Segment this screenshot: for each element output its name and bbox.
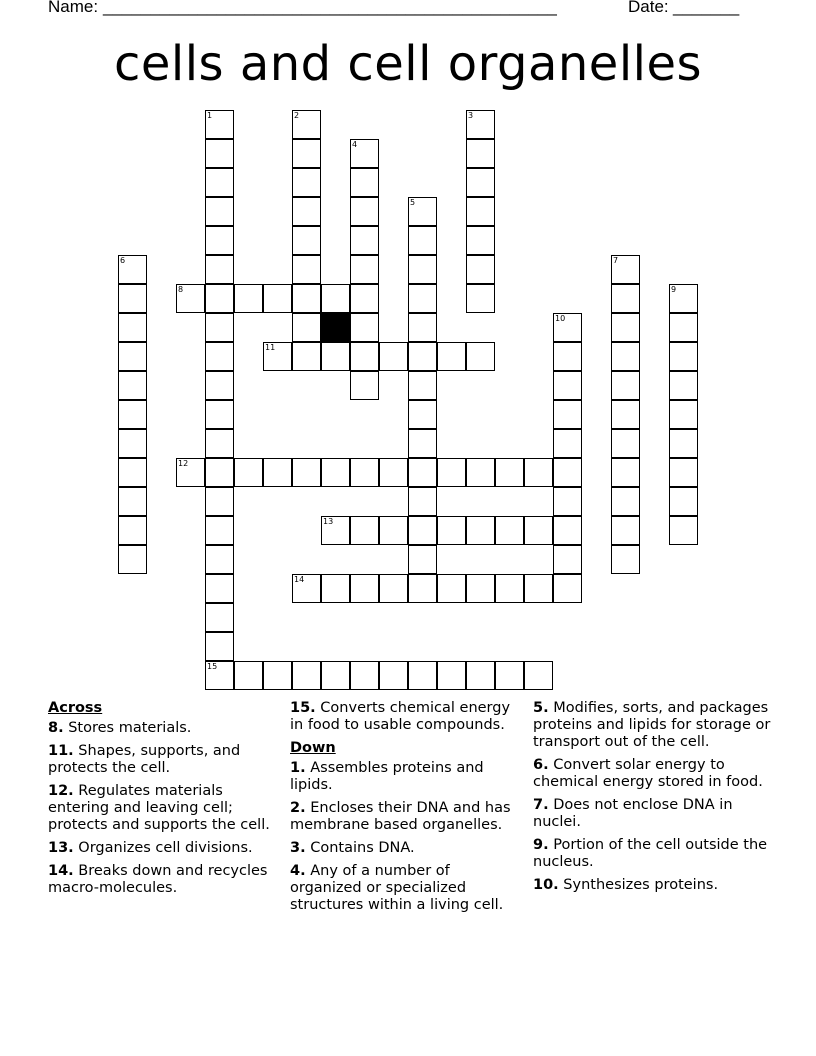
grid-cell[interactable] bbox=[669, 313, 698, 342]
grid-cell[interactable] bbox=[437, 661, 466, 690]
clue-text: Assembles proteins and lipids. bbox=[290, 760, 484, 793]
clue-text: Modifies, sorts, and packages proteins and lipids for storage or transport out of the cell. bbox=[533, 700, 771, 750]
grid-cell[interactable] bbox=[292, 661, 321, 690]
grid-cell[interactable] bbox=[495, 574, 524, 603]
grid-cell[interactable] bbox=[611, 371, 640, 400]
clue-number: 11. bbox=[48, 743, 74, 759]
grid-cell[interactable] bbox=[350, 313, 379, 342]
grid-cell[interactable] bbox=[379, 661, 408, 690]
grid-cell[interactable] bbox=[669, 400, 698, 429]
clue-start-number: 13 bbox=[323, 517, 334, 526]
grid-cell[interactable] bbox=[205, 487, 234, 516]
grid-cell[interactable] bbox=[466, 226, 495, 255]
grid-cell[interactable] bbox=[205, 168, 234, 197]
grid-cell[interactable] bbox=[553, 371, 582, 400]
clue-number: 1. bbox=[290, 760, 306, 776]
clue-number: 3. bbox=[290, 840, 306, 856]
grid-cell[interactable] bbox=[553, 487, 582, 516]
grid-cell[interactable] bbox=[118, 487, 147, 516]
grid-cell[interactable] bbox=[292, 284, 321, 313]
grid-cell[interactable] bbox=[205, 632, 234, 661]
grid-cell[interactable] bbox=[205, 226, 234, 255]
grid-cell[interactable] bbox=[350, 574, 379, 603]
clue-number: 13. bbox=[48, 840, 74, 856]
across-heading: Across bbox=[48, 700, 103, 716]
grid-cell[interactable] bbox=[495, 516, 524, 545]
down-clue-7 bbox=[533, 797, 773, 831]
down-heading: Down bbox=[290, 740, 336, 756]
clue-text: Breaks down and recycles macro-molecules. bbox=[48, 863, 268, 896]
clue-start-number: 3 bbox=[468, 111, 474, 120]
clue-text: Converts chemical energy in food to usable compounds. bbox=[290, 700, 511, 733]
clue-start-number: 5 bbox=[410, 198, 416, 207]
grid-cell[interactable] bbox=[205, 197, 234, 226]
grid-cell[interactable] bbox=[408, 371, 437, 400]
clue-start-number: 6 bbox=[120, 256, 126, 265]
grid-cell[interactable] bbox=[118, 284, 147, 313]
grid-cell[interactable] bbox=[669, 458, 698, 487]
grid-cell[interactable] bbox=[524, 516, 553, 545]
grid-cell[interactable] bbox=[408, 487, 437, 516]
grid-cell[interactable] bbox=[408, 516, 437, 545]
across-clue-8 bbox=[48, 720, 278, 737]
grid-cell[interactable] bbox=[437, 574, 466, 603]
grid-cell[interactable] bbox=[205, 255, 234, 284]
clues-column-3 bbox=[533, 700, 773, 900]
grid-cell[interactable] bbox=[611, 429, 640, 458]
grid-cell[interactable] bbox=[466, 284, 495, 313]
clue-text: Stores materials. bbox=[68, 720, 192, 736]
clue-number: 14. bbox=[48, 863, 74, 879]
grid-cell[interactable] bbox=[321, 458, 350, 487]
down-clue-6 bbox=[533, 757, 773, 791]
clue-number: 10. bbox=[533, 877, 559, 893]
clue-start-number: 4 bbox=[352, 140, 358, 149]
grid-cell[interactable] bbox=[118, 516, 147, 545]
grid-cell[interactable] bbox=[321, 284, 350, 313]
down-clue-10 bbox=[533, 877, 773, 894]
grid-cell[interactable] bbox=[292, 255, 321, 284]
grid-cell[interactable] bbox=[205, 603, 234, 632]
grid-cell[interactable] bbox=[466, 197, 495, 226]
grid-cell[interactable] bbox=[292, 139, 321, 168]
grid-cell[interactable] bbox=[466, 458, 495, 487]
clue-number: 4. bbox=[290, 863, 306, 879]
clue-text: Any of a number of organized or specialized structures within a living cell. bbox=[290, 863, 504, 913]
grid-cell[interactable] bbox=[466, 342, 495, 371]
grid-cell[interactable] bbox=[524, 574, 553, 603]
grid-cell[interactable] bbox=[118, 429, 147, 458]
grid-cell[interactable] bbox=[408, 574, 437, 603]
grid-cell[interactable] bbox=[292, 458, 321, 487]
clue-text: Synthesizes proteins. bbox=[563, 877, 719, 893]
grid-cell[interactable] bbox=[379, 342, 408, 371]
grid-cell[interactable] bbox=[437, 458, 466, 487]
grid-cell[interactable] bbox=[292, 342, 321, 371]
clue-number: 8. bbox=[48, 720, 64, 736]
grid-cell[interactable] bbox=[205, 545, 234, 574]
grid-cell[interactable] bbox=[350, 458, 379, 487]
grid-cell[interactable] bbox=[553, 574, 582, 603]
grid-cell[interactable] bbox=[263, 458, 292, 487]
clue-start-number: 12 bbox=[178, 459, 189, 468]
grid-cell[interactable] bbox=[350, 226, 379, 255]
grid-cell[interactable] bbox=[350, 255, 379, 284]
grid-cell[interactable] bbox=[350, 342, 379, 371]
grid-cell[interactable] bbox=[350, 516, 379, 545]
grid-cell[interactable] bbox=[553, 429, 582, 458]
clue-text: Encloses their DNA and has membrane based organelles. bbox=[290, 800, 511, 833]
grid-cell[interactable] bbox=[205, 313, 234, 342]
grid-cell[interactable] bbox=[379, 574, 408, 603]
page-title: cells and cell organelles bbox=[113, 36, 703, 92]
grid-cell[interactable] bbox=[205, 400, 234, 429]
grid-cell[interactable] bbox=[118, 545, 147, 574]
grid-cell[interactable] bbox=[611, 545, 640, 574]
grid-cell[interactable] bbox=[292, 197, 321, 226]
down-clue-5 bbox=[533, 700, 773, 751]
grid-cell[interactable] bbox=[350, 661, 379, 690]
grid-cell[interactable] bbox=[205, 139, 234, 168]
across-clue-11 bbox=[48, 743, 278, 777]
grid-cell[interactable] bbox=[466, 255, 495, 284]
clue-text: Convert solar energy to chemical energy stored in food. bbox=[533, 757, 763, 790]
grid-cell[interactable] bbox=[524, 661, 553, 690]
grid-cell[interactable] bbox=[321, 342, 350, 371]
clue-start-number: 1 bbox=[207, 111, 213, 120]
across-clue-12 bbox=[48, 783, 278, 834]
grid-cell[interactable] bbox=[205, 574, 234, 603]
grid-cell[interactable] bbox=[118, 458, 147, 487]
grid-cell[interactable] bbox=[263, 284, 292, 313]
grid-cell[interactable] bbox=[408, 429, 437, 458]
grid-cell[interactable] bbox=[350, 197, 379, 226]
blocked-cell bbox=[321, 313, 350, 342]
grid-cell[interactable] bbox=[495, 661, 524, 690]
grid-cell[interactable] bbox=[611, 342, 640, 371]
clue-number: 2. bbox=[290, 800, 306, 816]
grid-cell[interactable] bbox=[669, 371, 698, 400]
grid-cell[interactable] bbox=[437, 342, 466, 371]
grid-cell[interactable] bbox=[495, 458, 524, 487]
grid-cell[interactable] bbox=[292, 168, 321, 197]
clue-number: 9. bbox=[533, 837, 549, 853]
date-field[interactable]: _______ bbox=[673, 0, 740, 16]
grid-cell[interactable] bbox=[263, 661, 292, 690]
grid-cell[interactable] bbox=[553, 516, 582, 545]
grid-cell[interactable] bbox=[379, 458, 408, 487]
clue-text: Contains DNA. bbox=[310, 840, 415, 856]
grid-cell[interactable] bbox=[466, 168, 495, 197]
down-clue-2 bbox=[290, 800, 525, 834]
grid-cell[interactable] bbox=[611, 313, 640, 342]
clue-text: Shapes, supports, and protects the cell. bbox=[48, 743, 241, 776]
date-label: Date: bbox=[628, 0, 669, 16]
grid-cell[interactable] bbox=[205, 342, 234, 371]
grid-cell[interactable] bbox=[553, 342, 582, 371]
clue-start-number: 10 bbox=[555, 314, 566, 323]
grid-cell[interactable] bbox=[205, 429, 234, 458]
clue-start-number: 9 bbox=[671, 285, 677, 294]
grid-cell[interactable] bbox=[292, 313, 321, 342]
clues-column-1 bbox=[48, 700, 278, 903]
grid-cell[interactable] bbox=[466, 516, 495, 545]
clue-text: Regulates materials entering and leaving cell; protects and supports the cell. bbox=[48, 783, 270, 833]
grid-cell[interactable] bbox=[350, 371, 379, 400]
grid-cell[interactable] bbox=[234, 284, 263, 313]
grid-cell[interactable] bbox=[205, 371, 234, 400]
grid-cell[interactable] bbox=[408, 284, 437, 313]
clue-number: 15. bbox=[290, 700, 316, 716]
grid-cell[interactable] bbox=[205, 516, 234, 545]
clues-column-2 bbox=[290, 700, 525, 920]
grid-cell[interactable] bbox=[611, 400, 640, 429]
grid-cell[interactable] bbox=[669, 487, 698, 516]
grid-cell[interactable] bbox=[408, 458, 437, 487]
grid-cell[interactable] bbox=[118, 400, 147, 429]
grid-cell[interactable] bbox=[611, 458, 640, 487]
grid-cell[interactable] bbox=[408, 661, 437, 690]
grid-cell[interactable] bbox=[611, 487, 640, 516]
across-clue-15 bbox=[290, 700, 525, 734]
grid-cell[interactable] bbox=[205, 458, 234, 487]
grid-cell[interactable] bbox=[118, 342, 147, 371]
clue-start-number: 7 bbox=[613, 256, 619, 265]
down-clue-1 bbox=[290, 760, 525, 794]
grid-cell[interactable] bbox=[234, 661, 263, 690]
clue-text: Organizes cell divisions. bbox=[78, 840, 253, 856]
grid-cell[interactable] bbox=[234, 458, 263, 487]
grid-cell[interactable] bbox=[408, 400, 437, 429]
clue-start-number: 8 bbox=[178, 285, 184, 294]
grid-cell[interactable] bbox=[408, 545, 437, 574]
clue-text: Portion of the cell outside the nucleus. bbox=[533, 837, 768, 870]
grid-cell[interactable] bbox=[350, 168, 379, 197]
across-clue-14 bbox=[48, 863, 278, 897]
grid-cell[interactable] bbox=[437, 516, 466, 545]
grid-cell[interactable] bbox=[118, 371, 147, 400]
clue-text: Does not enclose DNA in nuclei. bbox=[533, 797, 733, 830]
clue-start-number: 15 bbox=[207, 662, 218, 671]
grid-cell[interactable] bbox=[669, 342, 698, 371]
clue-number: 6. bbox=[533, 757, 549, 773]
down-clue-9 bbox=[533, 837, 773, 871]
clue-start-number: 11 bbox=[265, 343, 276, 352]
name-label: Name: bbox=[48, 0, 99, 16]
grid-cell[interactable] bbox=[466, 139, 495, 168]
grid-cell[interactable] bbox=[350, 284, 379, 313]
grid-cell[interactable] bbox=[408, 226, 437, 255]
grid-cell[interactable] bbox=[321, 574, 350, 603]
clue-number: 7. bbox=[533, 797, 549, 813]
down-clue-3 bbox=[290, 840, 525, 857]
grid-cell[interactable] bbox=[466, 574, 495, 603]
grid-cell[interactable] bbox=[408, 255, 437, 284]
grid-cell[interactable] bbox=[466, 661, 495, 690]
clue-start-number: 2 bbox=[294, 111, 300, 120]
grid-cell[interactable] bbox=[553, 458, 582, 487]
grid-cell[interactable] bbox=[553, 545, 582, 574]
clue-number: 5. bbox=[533, 700, 549, 716]
grid-cell[interactable] bbox=[379, 516, 408, 545]
grid-cell[interactable] bbox=[292, 226, 321, 255]
clue-start-number: 14 bbox=[294, 575, 305, 584]
grid-cell[interactable] bbox=[408, 313, 437, 342]
grid-cell[interactable] bbox=[611, 284, 640, 313]
grid-cell[interactable] bbox=[524, 458, 553, 487]
clue-number: 12. bbox=[48, 783, 74, 799]
grid-cell[interactable] bbox=[669, 516, 698, 545]
grid-cell[interactable] bbox=[408, 342, 437, 371]
grid-cell[interactable] bbox=[553, 400, 582, 429]
grid-cell[interactable] bbox=[611, 516, 640, 545]
across-clue-13 bbox=[48, 840, 278, 857]
name-field[interactable]: ________________________________________________ bbox=[103, 0, 557, 16]
grid-cell[interactable] bbox=[669, 429, 698, 458]
grid-cell[interactable] bbox=[118, 313, 147, 342]
down-clue-4 bbox=[290, 863, 525, 914]
grid-cell[interactable] bbox=[321, 661, 350, 690]
grid-cell[interactable] bbox=[205, 284, 234, 313]
